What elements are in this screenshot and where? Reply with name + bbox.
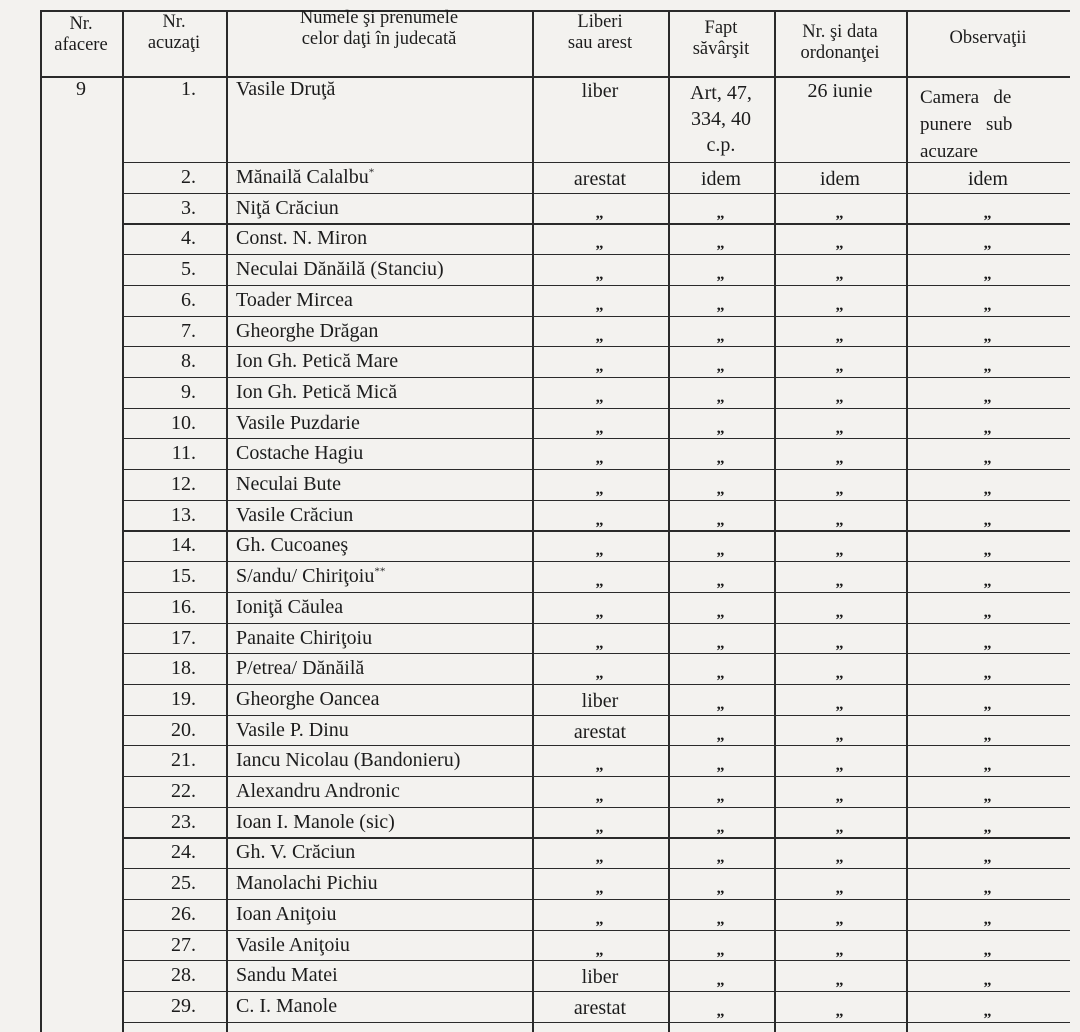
accused-name: Manolachi Pichiu <box>236 872 378 895</box>
accused-name: Vasile Druţă <box>236 78 336 100</box>
detention-status: arestat <box>573 720 627 743</box>
accused-number: 9. <box>181 380 196 403</box>
observations-cell: „ <box>983 603 993 621</box>
offense-cell: „ <box>716 327 726 345</box>
detention-status: „ <box>595 788 605 805</box>
observations-cell: „ <box>983 757 993 775</box>
offense-cell: „ <box>716 1002 726 1020</box>
accused-number: 8. <box>181 350 196 373</box>
observations-cell: „ <box>983 358 993 376</box>
detention-status: „ <box>595 542 605 560</box>
observations-cell: „ <box>983 880 993 898</box>
offense-cell: „ <box>716 419 726 437</box>
accused-name: C. I. Manole <box>236 994 338 1017</box>
accused-number: 12. <box>171 473 196 495</box>
observations-cell: „ <box>983 204 993 222</box>
accused-number: 2. <box>181 166 196 188</box>
accused-name: Vasile Crăciun <box>236 503 354 526</box>
ordinance-cell: „ <box>835 511 845 529</box>
observations-cell: „ <box>983 972 993 990</box>
header-nume: Numele şi prenumele celor daţi în judecată <box>299 8 459 49</box>
observations-cell: „ <box>983 634 993 652</box>
accused-number: 11. <box>171 442 196 465</box>
observations-cell: „ <box>983 1002 993 1020</box>
header-ordonanta: Nr. şi data ordonanţei <box>800 22 880 63</box>
observations-cell: „ <box>983 511 993 529</box>
observations-cell: „ <box>983 665 993 683</box>
detention-status: „ <box>595 573 605 591</box>
accused-name: Sandu Matei <box>236 964 338 987</box>
observations-cell: „ <box>983 266 993 284</box>
accused-number: 25. <box>171 872 196 895</box>
ordinance-cell: „ <box>835 634 845 652</box>
ordinance-cell: „ <box>835 603 845 621</box>
offense-cell: „ <box>716 726 726 744</box>
ordinance-cell: „ <box>835 419 845 437</box>
accused-number: 13. <box>171 503 196 526</box>
offense-cell: „ <box>716 266 726 284</box>
offense-cell: „ <box>716 481 726 498</box>
ordinance-cell: „ <box>835 849 845 867</box>
observations-cell: „ <box>983 695 993 713</box>
offense-cell: „ <box>716 204 726 222</box>
offense-cell: „ <box>716 573 726 591</box>
header-fapt: Fapt săvârşit <box>692 18 750 59</box>
accused-number: 19. <box>171 687 196 710</box>
accused-name: Ioan Aniţoiu <box>236 902 337 925</box>
observations-cell: „ <box>983 818 993 836</box>
detention-status: „ <box>595 511 605 529</box>
accused-number: 7. <box>181 319 196 342</box>
ordinance-cell: „ <box>835 788 845 805</box>
offense-cell: „ <box>716 358 726 376</box>
column-divider-acuzati <box>226 10 228 1032</box>
table-left-border <box>40 10 42 1032</box>
offense-cell: „ <box>716 941 726 959</box>
accused-name: Gheorghe Drăgan <box>236 319 379 342</box>
observations-cell: „ <box>983 450 993 468</box>
ordinance-cell: „ <box>835 1002 845 1020</box>
accused-number: 20. <box>171 718 196 741</box>
accused-name: Alexandru Andronic <box>236 780 400 802</box>
accused-name: Panaite Chiriţoiu <box>236 626 373 649</box>
accused-number: 17. <box>171 626 196 649</box>
header-observatii: Observaţii <box>949 28 1027 48</box>
ordinance-cell: „ <box>835 266 845 284</box>
detention-status: „ <box>595 235 605 253</box>
offense-cell: Art, 47, 334, 40 c.p. <box>690 82 752 156</box>
ordinance-cell: 26 iunie <box>807 80 873 102</box>
observations-cell: idem <box>968 168 1008 190</box>
detention-status: „ <box>595 450 605 468</box>
ordinance-cell: „ <box>835 573 845 591</box>
offense-cell: „ <box>716 511 726 529</box>
accused-name: Gheorghe Oancea <box>236 687 380 710</box>
detention-status: „ <box>595 849 605 867</box>
detention-status: „ <box>595 634 605 652</box>
accused-number: 1. <box>181 78 196 100</box>
observations-cell: „ <box>983 726 993 744</box>
offense-cell: „ <box>716 880 726 898</box>
observations-cell: „ <box>983 788 993 805</box>
observations-cell: Camera de punere sub acuzare <box>920 87 1013 162</box>
offense-cell: „ <box>716 788 726 805</box>
afacere-number: 9 <box>76 78 86 100</box>
accused-name: Vasile Puzdarie <box>236 411 360 434</box>
offense-cell: „ <box>716 450 726 468</box>
ordinance-cell: „ <box>835 296 845 314</box>
ordinance-cell: „ <box>835 910 845 928</box>
accused-number: 22. <box>171 780 196 802</box>
ordinance-cell: „ <box>835 481 845 498</box>
header-nr-afacere: Nr. afacere <box>54 14 108 55</box>
observations-cell: „ <box>983 910 993 928</box>
row-border <box>122 193 1070 194</box>
observations-cell: „ <box>983 573 993 591</box>
ordinance-cell: „ <box>835 665 845 683</box>
ordinance-cell: „ <box>835 204 845 222</box>
ordinance-cell: „ <box>835 542 845 560</box>
detention-status: „ <box>595 818 605 836</box>
observations-cell: „ <box>983 481 993 498</box>
offense-cell: „ <box>716 235 726 253</box>
accused-number: 29. <box>171 994 196 1017</box>
ordinance-cell: „ <box>835 757 845 775</box>
accused-number: 3. <box>181 196 196 219</box>
ordinance-cell: „ <box>835 695 845 713</box>
offense-cell: „ <box>716 296 726 314</box>
accused-name: Costache Hagiu <box>236 442 364 465</box>
offense-cell: „ <box>716 388 726 406</box>
detention-status: „ <box>595 481 605 498</box>
observations-cell: „ <box>983 849 993 867</box>
accused-name: Vasile Aniţoiu <box>236 933 350 956</box>
ordinance-cell: „ <box>835 941 845 959</box>
observations-cell: „ <box>983 941 993 959</box>
offense-cell: idem <box>701 168 741 190</box>
detention-status: „ <box>595 880 605 898</box>
accused-name: Ioan I. Manole (sic) <box>236 810 395 833</box>
accused-number: 15. <box>171 565 196 588</box>
accused-name: Neculai Dănăilă (Stanciu) <box>236 258 444 281</box>
accused-number: 14. <box>171 534 196 557</box>
detention-status: „ <box>595 204 605 222</box>
observations-cell: „ <box>983 327 993 345</box>
detention-status: „ <box>595 419 605 437</box>
observations-cell: „ <box>983 388 993 406</box>
detention-status: „ <box>595 910 605 928</box>
offense-cell: „ <box>716 695 726 713</box>
offense-cell: „ <box>716 542 726 560</box>
header-nr-acuzati: Nr. acuzaţi <box>147 12 201 53</box>
ordinance-cell: idem <box>820 168 860 190</box>
offense-cell: „ <box>716 818 726 836</box>
detention-status: „ <box>595 358 605 376</box>
detention-status: „ <box>595 757 605 775</box>
accused-name: Neculai Bute <box>236 473 341 495</box>
offense-cell: „ <box>716 603 726 621</box>
offense-cell: „ <box>716 665 726 683</box>
accused-name: Gh. V. Crăciun <box>236 841 356 864</box>
ordinance-cell: „ <box>835 358 845 376</box>
offense-cell: „ <box>716 634 726 652</box>
accused-number: 6. <box>181 288 196 311</box>
ordinance-cell: „ <box>835 450 845 468</box>
ordinance-cell: „ <box>835 972 845 990</box>
offense-cell: „ <box>716 849 726 867</box>
offense-cell: „ <box>716 757 726 775</box>
accused-number: 26. <box>171 902 196 925</box>
ordinance-cell: „ <box>835 818 845 836</box>
accused-name: Ion Gh. Petică Mare <box>236 350 399 373</box>
accused-name: Const. N. Miron <box>236 227 368 250</box>
ordinance-cell: „ <box>835 388 845 406</box>
accused-name: Niţă Crăciun <box>236 196 339 219</box>
ordinance-cell: „ <box>835 880 845 898</box>
detention-status: „ <box>595 941 605 959</box>
accused-number: 28. <box>171 964 196 987</box>
accused-number: 16. <box>171 595 196 618</box>
accused-name: Iancu Nicolau (Bandonieru) <box>236 749 461 772</box>
accused-name: S/andu/ Chiriţoiu** <box>236 565 386 588</box>
accused-number: 4. <box>181 227 196 250</box>
accused-number: 10. <box>171 411 196 434</box>
accused-name: Vasile P. Dinu <box>236 718 349 741</box>
detention-status: arestat <box>573 996 627 1019</box>
observations-cell: „ <box>983 235 993 253</box>
ordinance-cell: „ <box>835 726 845 744</box>
accused-number: 5. <box>181 258 196 281</box>
detention-status: liber <box>581 966 619 989</box>
detention-status: liber <box>581 80 619 102</box>
observations-cell: „ <box>983 542 993 560</box>
accused-number: 24. <box>171 841 196 864</box>
offense-cell: „ <box>716 972 726 990</box>
accused-name: Gh. Cucoaneş <box>236 534 349 557</box>
observations-cell: „ <box>983 296 993 314</box>
detention-status: liber <box>581 689 619 712</box>
ordinance-cell: „ <box>835 235 845 253</box>
detention-status: „ <box>595 327 605 345</box>
detention-status: „ <box>595 266 605 284</box>
accused-number: 18. <box>171 657 196 680</box>
accused-number: 23. <box>171 810 196 833</box>
detention-status: „ <box>595 665 605 683</box>
accused-name: Toader Mircea <box>236 288 353 311</box>
accused-name: Mănailă Calalbu* <box>236 166 375 188</box>
accused-name: P/etrea/ Dănăilă <box>236 657 365 680</box>
offense-cell: „ <box>716 910 726 928</box>
detention-status: „ <box>595 388 605 406</box>
accused-name: Ion Gh. Petică Mică <box>236 380 398 403</box>
ordinance-cell: „ <box>835 327 845 345</box>
observations-cell: „ <box>983 419 993 437</box>
accused-number: 27. <box>171 933 196 956</box>
detention-status: arestat <box>573 168 627 190</box>
accused-name: Ioniţă Căulea <box>236 595 344 618</box>
accused-number: 21. <box>171 749 196 772</box>
header-liberi: Liberi sau arest <box>567 12 633 53</box>
detention-status: „ <box>595 603 605 621</box>
detention-status: „ <box>595 296 605 314</box>
